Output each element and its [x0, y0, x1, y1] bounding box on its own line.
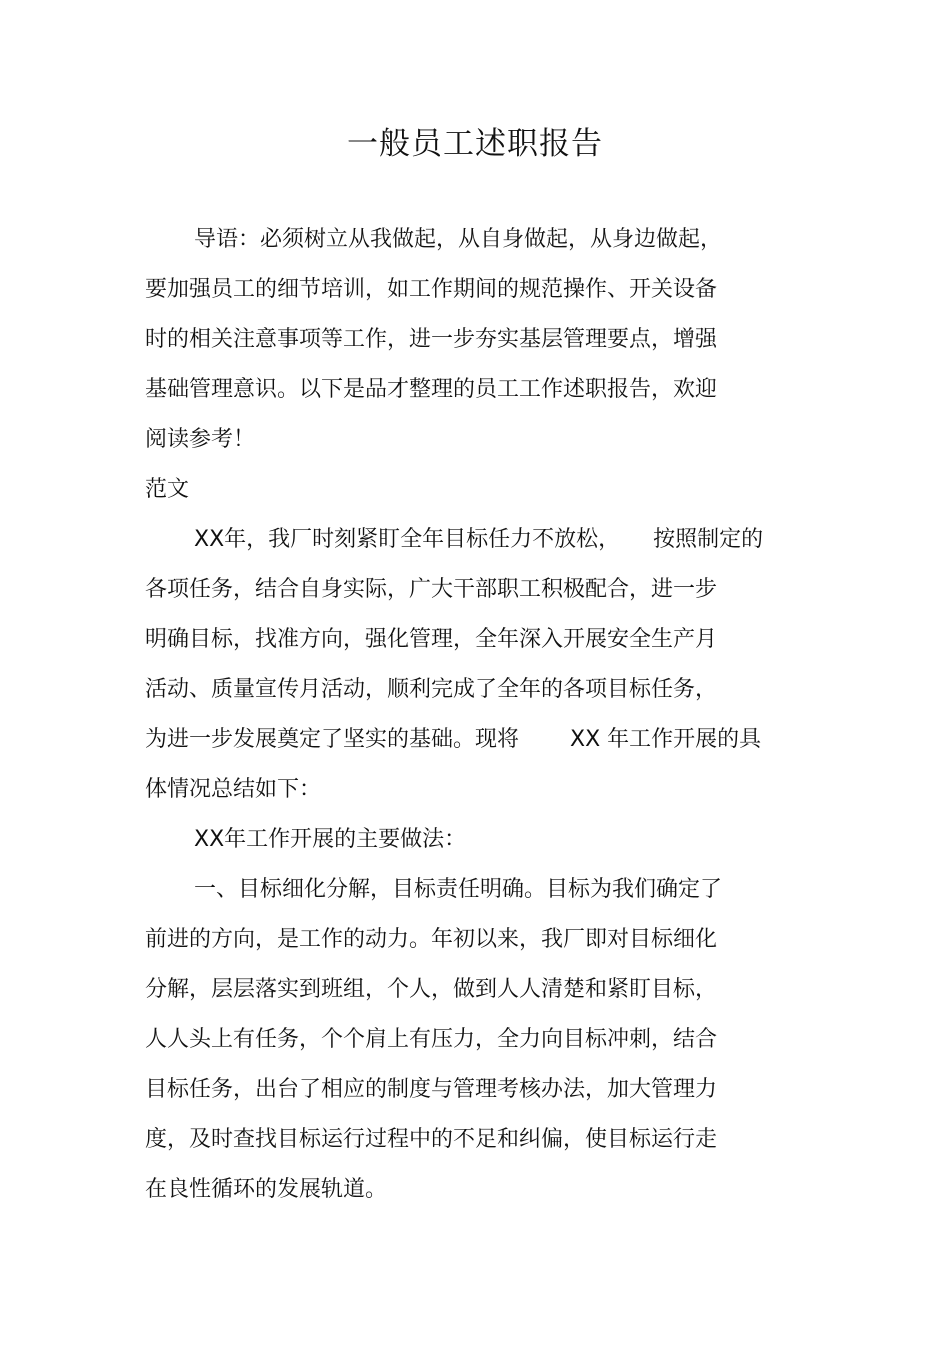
paragraph-line: 分解，层层落实到班组，个人，做到人人清楚和紧盯目标， — [145, 977, 718, 1002]
document-title: 一般员工述职报告 — [347, 126, 603, 162]
section-label: 范文 — [145, 477, 190, 502]
paragraph-line: 基础管理意识。以下是品才整理的员工工作述职报告，欢迎 — [145, 377, 718, 402]
paragraph-line: 度，及时查找目标运行过程中的不足和纠偏，使目标运行走 — [145, 1127, 718, 1152]
paragraph-line: 时的相关注意事项等工作，进一步夯实基层管理要点，增强 — [145, 327, 718, 352]
paragraph-line: 为进一步发展奠定了坚实的基础。现将 XX 年工作开展的具 — [145, 727, 762, 752]
paragraph-line: XX年，我厂时刻紧盯全年目标任力不放松， 按照制定的 — [194, 527, 764, 552]
paragraph-line: 体情况总结如下： — [145, 777, 322, 802]
paragraph-line: 要加强员工的细节培训，如工作期间的规范操作、开关设备 — [145, 277, 718, 302]
paragraph-line: 目标任务，出台了相应的制度与管理考核办法，加大管理力 — [145, 1077, 718, 1102]
paragraph-line: 一、目标细化分解，目标责任明确。目标为我们确定了 — [194, 877, 723, 902]
paragraph-line: 人人头上有任务，个个肩上有压力，全力向目标冲刺，结合 — [145, 1027, 718, 1052]
paragraph-line: 活动、质量宣传月活动，顺利完成了全年的各项目标任务， — [145, 677, 718, 702]
paragraph-line: 阅读参考！ — [145, 427, 256, 452]
paragraph-line: 前进的方向，是工作的动力。年初以来，我厂即对目标细化 — [145, 927, 718, 952]
paragraph-line: XX年工作开展的主要做法： — [194, 827, 467, 852]
paragraph-line: 在良性循环的发展轨道。 — [145, 1177, 388, 1202]
paragraph-line: 明确目标，找准方向，强化管理，全年深入开展安全生产月 — [145, 627, 718, 652]
paragraph-line: 各项任务，结合自身实际，广大干部职工积极配合，进一步 — [145, 577, 718, 602]
paragraph-line: 导语：必须树立从我做起，从自身做起，从身边做起， — [194, 227, 723, 252]
